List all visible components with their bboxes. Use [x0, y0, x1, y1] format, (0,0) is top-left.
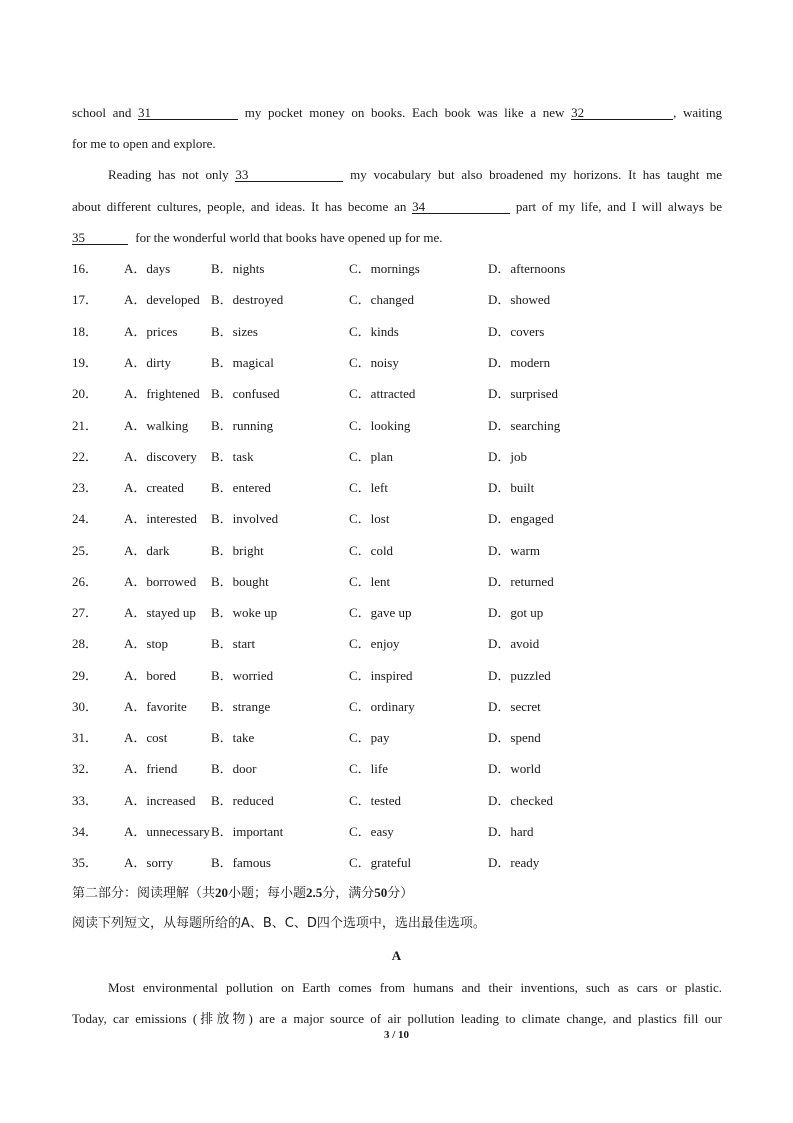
- option-c: C．pay: [349, 730, 390, 745]
- option-a: A．developed: [124, 292, 200, 307]
- question-number: 35．: [72, 855, 99, 870]
- score-per-question: 2.5: [306, 885, 323, 900]
- passage-label: A: [391, 948, 402, 963]
- option-a: A．discovery: [124, 449, 197, 464]
- question-row: [72, 386, 722, 402]
- option-d: D．built: [488, 480, 535, 495]
- option-b: B．destroyed: [211, 292, 284, 307]
- option-a: A．favorite: [124, 699, 187, 714]
- question-row: [72, 418, 722, 434]
- question-row: [72, 761, 722, 777]
- question-row: [72, 480, 722, 496]
- option-d: D．ready: [488, 855, 540, 870]
- option-c: C．ordinary: [349, 699, 415, 714]
- question-number: 17．: [72, 292, 99, 307]
- section-heading-text: 分）: [387, 886, 414, 901]
- question-count: 20: [215, 885, 229, 900]
- option-c: C．tested: [349, 793, 401, 808]
- option-b: B．involved: [211, 511, 279, 526]
- option-a: A．unnecessary: [124, 824, 210, 839]
- option-d: D．surprised: [488, 386, 559, 401]
- page-number: 3 / 10: [383, 1029, 410, 1041]
- option-b: B．strange: [211, 699, 271, 714]
- option-c: C．easy: [349, 824, 394, 839]
- option-a: A．prices: [124, 324, 178, 339]
- question-row: [72, 730, 722, 746]
- option-b: B．door: [211, 761, 257, 776]
- option-c: C．noisy: [349, 355, 399, 370]
- option-d: D．covers: [488, 324, 545, 339]
- passage-a-line-1: Most environmental pollution on Earth comes from humans and their inventions, such as cars or plastic.: [108, 980, 722, 995]
- option-a: A．stop: [124, 636, 169, 651]
- question-row: [72, 543, 722, 559]
- option-b: B．bought: [211, 574, 269, 589]
- option-b: B．worried: [211, 668, 274, 683]
- option-d: D．job: [488, 449, 528, 464]
- option-b: B．magical: [211, 355, 274, 370]
- passage-text: my pocket money on books. Each book was like a new: [244, 105, 565, 120]
- section-heading-text: 分，满分: [322, 886, 375, 901]
- blank-32: 32: [571, 106, 673, 120]
- option-d: D．modern: [488, 355, 551, 370]
- option-d: D．world: [488, 761, 541, 776]
- option-c: C．enjoy: [349, 636, 400, 651]
- option-a: A．frightened: [124, 386, 200, 401]
- question-row: [72, 449, 722, 465]
- option-b: B．important: [211, 824, 284, 839]
- question-row: [72, 355, 722, 371]
- option-a: A．days: [124, 261, 171, 276]
- option-c: C．kinds: [349, 324, 399, 339]
- option-d: D．searching: [488, 418, 561, 433]
- passage-text: , waiting: [673, 105, 723, 120]
- option-d: D．checked: [488, 793, 553, 808]
- question-number: 19．: [72, 355, 99, 370]
- option-a: A．bored: [124, 668, 176, 683]
- option-b: B．sizes: [211, 324, 258, 339]
- option-c: C．lent: [349, 574, 391, 589]
- option-d: D．avoid: [488, 636, 540, 651]
- question-number: 29．: [72, 668, 99, 683]
- blank-35: 35: [72, 231, 128, 245]
- section-heading-text: 第二部分：阅读理解（共: [72, 886, 216, 901]
- question-row: [72, 511, 722, 527]
- passage-line-5: [72, 230, 722, 246]
- option-d: D．hard: [488, 824, 534, 839]
- question-row: [72, 699, 722, 715]
- option-d: D．engaged: [488, 511, 554, 526]
- section-heading-text: 小题；每小题: [228, 886, 307, 901]
- option-d: D．showed: [488, 292, 551, 307]
- option-c: C．looking: [349, 418, 411, 433]
- option-a: A．walking: [124, 418, 189, 433]
- question-number: 24．: [72, 511, 99, 526]
- option-d: D．warm: [488, 543, 540, 558]
- passage-text: about different cultures, people, and ideas. It has become an: [72, 199, 407, 214]
- option-c: C．attracted: [349, 386, 416, 401]
- option-b: B．famous: [211, 855, 271, 870]
- question-number: 34．: [72, 824, 99, 839]
- option-c: C．changed: [349, 292, 414, 307]
- question-number: 33．: [72, 793, 99, 808]
- option-a: A．stayed up: [124, 605, 196, 620]
- question-row: [72, 574, 722, 590]
- option-b: B．reduced: [211, 793, 274, 808]
- option-c: C．inspired: [349, 668, 413, 683]
- question-number: 22．: [72, 449, 99, 464]
- question-row: [72, 292, 722, 308]
- passage-text: school and: [72, 105, 132, 120]
- blank-33: 33: [235, 168, 343, 182]
- passage-line-1: [72, 105, 722, 121]
- option-b: B．take: [211, 730, 255, 745]
- option-a: A．friend: [124, 761, 178, 776]
- total-score: 50: [374, 885, 388, 900]
- section-heading: [72, 885, 413, 902]
- option-c: C．gave up: [349, 605, 412, 620]
- question-row: [72, 668, 722, 684]
- option-c: C．mornings: [349, 261, 420, 276]
- option-b: B．woke up: [211, 605, 278, 620]
- option-a: A．borrowed: [124, 574, 197, 589]
- option-c: C．cold: [349, 543, 394, 558]
- question-number: 16．: [72, 261, 99, 276]
- question-row: [72, 261, 722, 277]
- option-b: B．confused: [211, 386, 280, 401]
- option-a: A．dirty: [124, 355, 171, 370]
- option-b: B．bright: [211, 543, 264, 558]
- option-b: B．running: [211, 418, 274, 433]
- blank-34: 34: [412, 200, 510, 214]
- passage-text: my vocabulary but also broadened my horizons. It has taught me: [350, 167, 723, 182]
- option-d: D．spend: [488, 730, 541, 745]
- question-number: 31．: [72, 730, 99, 745]
- option-d: D．returned: [488, 574, 554, 589]
- option-b: B．task: [211, 449, 254, 464]
- passage-a-line-2: Today, car emissions (排放物) are a major source of air pollution leading to climate change, and plastics fill our: [72, 1011, 722, 1026]
- passage-line-3: [108, 167, 722, 183]
- question-row: [72, 324, 722, 340]
- option-d: D．afternoons: [488, 261, 566, 276]
- option-c: C．grateful: [349, 855, 412, 870]
- option-b: B．nights: [211, 261, 265, 276]
- question-number: 26．: [72, 574, 99, 589]
- question-number: 32．: [72, 761, 99, 776]
- passage-line-4: [72, 199, 722, 215]
- question-number: 27．: [72, 605, 99, 620]
- option-d: D．puzzled: [488, 668, 551, 683]
- question-number: 23．: [72, 480, 99, 495]
- option-b: B．entered: [211, 480, 271, 495]
- option-a: A．interested: [124, 511, 197, 526]
- option-a: A．sorry: [124, 855, 174, 870]
- question-row: [72, 824, 722, 840]
- question-row: [72, 605, 722, 621]
- question-number: 25．: [72, 543, 99, 558]
- option-a: A．created: [124, 480, 184, 495]
- option-b: B．start: [211, 636, 256, 651]
- option-d: D．got up: [488, 605, 544, 620]
- passage-text: for the wonderful world that books have opened up for me.: [135, 230, 443, 245]
- passage-text: Reading has not only: [108, 167, 229, 182]
- instruction: 阅读下列短文，从每题所给的A、B、C、D四个选项中，选出最佳选项。: [72, 916, 486, 931]
- option-d: D．secret: [488, 699, 541, 714]
- passage-line-2: for me to open and explore.: [72, 136, 216, 151]
- option-c: C．left: [349, 480, 388, 495]
- option-a: A．cost: [124, 730, 168, 745]
- option-c: C．plan: [349, 449, 394, 464]
- blank-31: 31: [138, 106, 238, 120]
- option-a: A．dark: [124, 543, 170, 558]
- question-row: [72, 793, 722, 809]
- question-row: [72, 855, 722, 871]
- option-c: C．lost: [349, 511, 390, 526]
- question-number: 21．: [72, 418, 99, 433]
- passage-text: part of my life, and I will always be: [515, 199, 723, 214]
- question-number: 30．: [72, 699, 99, 714]
- option-a: A．increased: [124, 793, 196, 808]
- question-row: [72, 636, 722, 652]
- option-c: C．life: [349, 761, 388, 776]
- question-number: 18．: [72, 324, 99, 339]
- question-number: 28．: [72, 636, 99, 651]
- question-number: 20．: [72, 386, 99, 401]
